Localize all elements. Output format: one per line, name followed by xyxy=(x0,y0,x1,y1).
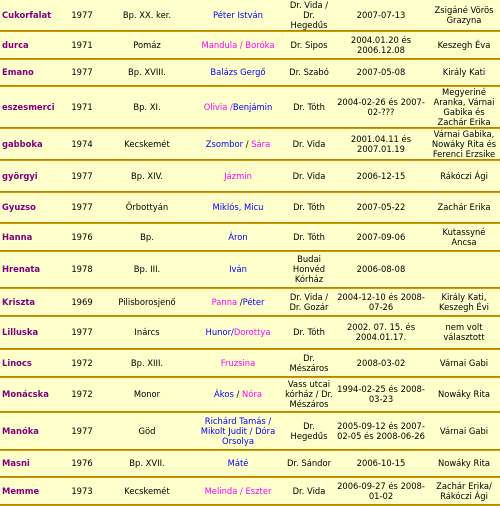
table-row xyxy=(0,193,500,223)
midwife-cell: Várnai Gabi xyxy=(439,357,489,368)
nick-cell: Memme xyxy=(2,485,40,496)
nick-cell: Emano xyxy=(2,67,34,78)
date-cell: 2006-12-15 xyxy=(356,170,406,181)
place-cell: Kecskemét xyxy=(124,139,170,149)
doctor-cell: Dr. Sándor xyxy=(286,458,332,469)
midwife-cell: Rákóczi Ági xyxy=(440,170,488,181)
year-cell: 1972 xyxy=(71,389,93,400)
year-cell: 1977 xyxy=(71,10,93,20)
child-name: Iván xyxy=(229,264,247,275)
nick-cell: györgyi xyxy=(2,170,38,181)
doctor-cell: Dr. Vida xyxy=(292,170,326,181)
place-cell: Pilisborosjenő xyxy=(118,296,176,307)
place-cell: Göd xyxy=(138,425,156,436)
doctor-cell: Dr. Vida / Dr. Hegedűs xyxy=(289,0,329,30)
parents-cell xyxy=(192,378,284,412)
parents-cell xyxy=(192,478,284,504)
nick-cell: Gyuzso xyxy=(2,202,36,213)
year-cell: 1977 xyxy=(71,170,93,181)
place-cell: Bp. XVII. xyxy=(129,458,165,469)
parents-cell xyxy=(192,193,284,223)
date-cell: 2006-10-15 xyxy=(356,458,406,469)
date-cell: 2006-09-27 és 2008-01-02 xyxy=(337,480,425,501)
nick-cell: Manóka xyxy=(2,425,39,436)
table-row xyxy=(0,451,500,477)
table-row xyxy=(0,317,500,349)
year-cell: 1973 xyxy=(71,485,93,496)
nick-cell: Masni xyxy=(2,458,30,469)
place-cell: Bp. XIII. xyxy=(130,357,164,368)
parents-cell xyxy=(192,129,284,160)
child-name: Áron xyxy=(228,231,248,242)
table-row xyxy=(0,289,500,315)
table-row xyxy=(0,60,500,86)
parents-cell xyxy=(192,224,284,250)
midwife-cell: Zsigáné Vörös Grazyna xyxy=(434,5,494,25)
midwife-cell: Keszegh Éva xyxy=(437,39,491,50)
year-cell: 1972 xyxy=(71,357,93,368)
table-row xyxy=(0,224,500,250)
child-name: Ákos xyxy=(214,389,234,400)
table-row xyxy=(0,413,500,449)
doctor-cell: Dr. Szabó xyxy=(289,67,329,78)
doctor-cell: Dr. Hegedűs xyxy=(290,420,328,441)
child-name: Mandula / Boróka xyxy=(201,39,275,50)
midwife-cell: Zachár Erika/ Rákóczi Ági xyxy=(436,480,492,501)
date-cell: 2007-07-13 xyxy=(356,10,406,20)
doctor-cell: Dr. Tóth xyxy=(293,327,325,338)
parents-cell xyxy=(192,317,284,349)
table-row xyxy=(0,129,500,160)
date-cell: 2008-03-02 xyxy=(356,357,406,368)
child-name: Nóra xyxy=(241,389,262,400)
table-row xyxy=(0,478,500,504)
nick-cell: Hrenata xyxy=(2,264,41,275)
year-cell: 1977 xyxy=(71,202,93,213)
date-cell: 2002. 07. 15. és 2004.01.17. xyxy=(346,322,416,343)
date-cell: 2004-02-26 és 2007-02-??? xyxy=(337,97,425,117)
child-name: Miklós, Micu xyxy=(212,202,264,213)
date-cell: 2005-09-12 és 2007-02-05 és 2008-06-26 xyxy=(337,420,425,441)
year-cell: 1977 xyxy=(71,327,93,338)
child-name: / xyxy=(233,389,242,400)
date-cell: 2004-12-10 és 2008-07-26 xyxy=(337,291,425,312)
year-cell: 1977 xyxy=(71,425,93,436)
year-cell: 1977 xyxy=(71,67,93,78)
parents-cell xyxy=(192,161,284,191)
parents-cell xyxy=(192,0,284,31)
child-name: Péter István xyxy=(213,10,263,20)
doctor-cell: Dr. Vida xyxy=(292,485,326,496)
nick-cell: Hanna xyxy=(2,231,33,242)
date-cell: 2004.01.20 és 2006.12.08 xyxy=(350,34,412,55)
midwife-cell: Kutassyné Ancsa xyxy=(442,226,486,247)
date-cell: 2006-08-08 xyxy=(356,264,406,275)
year-cell: 1978 xyxy=(71,264,93,275)
place-cell: Bp. III. xyxy=(133,264,161,275)
doctor-cell: Dr. Sipos xyxy=(290,39,328,50)
child-name: Fruzsina xyxy=(220,357,256,368)
midwife-cell xyxy=(428,252,500,288)
nick-cell: Linocs xyxy=(2,357,32,368)
table-row xyxy=(0,378,500,412)
midwife-cell: Nowáky Rita xyxy=(437,458,491,469)
table-row xyxy=(0,87,500,128)
year-cell: 1976 xyxy=(71,458,93,469)
midwife-cell: Király Kati xyxy=(442,67,486,78)
date-cell: 2007-05-22 xyxy=(356,202,406,213)
place-cell: Bp. XX. ker. xyxy=(122,10,172,20)
table-row xyxy=(0,32,500,58)
child-name: Sára xyxy=(251,139,271,149)
midwife-cell: Zachár Erika xyxy=(437,202,491,213)
midwife-cell: Király Kati, Keszegh Évi xyxy=(439,291,489,312)
place-cell: Pomáz xyxy=(133,39,161,50)
date-cell: 2001.04.11 és 2007.01.19 xyxy=(350,134,412,154)
doctor-cell: Dr. Mészáros xyxy=(289,352,329,373)
nick-cell: Kriszta xyxy=(2,296,36,307)
place-cell: Őrbottyán xyxy=(125,202,169,213)
year-cell: 1969 xyxy=(71,296,93,307)
table-row xyxy=(0,161,500,191)
place-cell: Kecskemét xyxy=(124,485,170,496)
place-cell: Bp. xyxy=(140,231,154,242)
table-row xyxy=(0,350,500,376)
year-cell: 1971 xyxy=(71,102,93,112)
parents-cell xyxy=(192,413,284,449)
table-row xyxy=(0,0,500,31)
child-name: Máté xyxy=(227,458,249,469)
doctor-cell: Dr. Tóth xyxy=(293,202,325,213)
midwife-cell: Várnai Gabika, Nowáky Rita és Ferenci Erzsike xyxy=(431,129,497,159)
child-name: Benjámin xyxy=(232,102,273,112)
table-row xyxy=(0,252,500,288)
date-cell: 2007-09-06 xyxy=(356,231,406,242)
place-cell: Monor xyxy=(133,389,161,400)
child-name: Hunor/ xyxy=(205,327,234,338)
row-divider xyxy=(0,504,500,506)
nick-cell: Lilluska xyxy=(2,327,39,338)
parents-cell xyxy=(192,350,284,376)
midwife-cell: Várnai Gabi xyxy=(439,425,489,436)
parents-cell xyxy=(192,451,284,477)
child-name: Jázmin xyxy=(224,170,252,181)
child-name: Dorottya xyxy=(233,327,271,338)
midwife-cell: Megyeriné Aranka, Várnai Gabika és Zachár Erika xyxy=(433,87,495,127)
nick-cell: Monácska xyxy=(2,389,49,400)
doctor-cell: Dr. Tóth xyxy=(293,102,325,112)
parents-cell xyxy=(192,289,284,315)
date-cell: 1994-02-25 és 2008-03-23 xyxy=(337,384,425,405)
parents-cell xyxy=(192,252,284,288)
year-cell: 1974 xyxy=(71,139,93,149)
year-cell: 1976 xyxy=(71,231,93,242)
child-name: Melinda / Eszter xyxy=(204,485,272,496)
child-name: Balázs Gergő xyxy=(210,67,266,78)
parents-cell xyxy=(192,87,284,128)
place-cell: Bp. XI. xyxy=(133,102,161,112)
doctor-cell: Dr. Vida / Dr. Gozár xyxy=(289,291,329,312)
place-cell: Bp. XIV. xyxy=(131,170,163,181)
year-cell: 1971 xyxy=(71,39,93,50)
child-name: Olivia / xyxy=(203,102,233,112)
doctor-cell: Budai Honvéd Kórház xyxy=(292,254,326,285)
child-name: / xyxy=(237,296,243,307)
child-name: Zsombor xyxy=(205,139,244,149)
child-name: / xyxy=(243,139,252,149)
row-divider-line xyxy=(0,504,500,506)
child-name: Richárd Tamás / Mikolt Judit / Dóra Orsolya xyxy=(200,415,276,446)
child-name: Péter xyxy=(242,296,265,307)
nick-cell: eszesmerci xyxy=(2,102,55,112)
parents-cell xyxy=(192,60,284,86)
doctor-cell: Vass utcai kórház / Dr. Mészáros xyxy=(285,379,333,410)
midwife-cell: Nowáky Rita xyxy=(437,389,491,400)
date-cell: 2007-05-08 xyxy=(356,67,406,78)
child-name: Panna xyxy=(211,296,238,307)
place-cell: Inárcs xyxy=(134,327,160,338)
doctor-cell: Dr. Tóth xyxy=(293,231,325,242)
nick-cell: durca xyxy=(2,39,29,50)
parents-cell xyxy=(192,32,284,58)
place-cell: Bp. XVIII. xyxy=(128,67,166,78)
doctor-cell: Dr. Vida xyxy=(292,139,326,149)
nick-cell: Cukorfalat xyxy=(2,10,52,20)
nick-cell: gabboka xyxy=(2,139,43,149)
midwife-cell: nem volt választott xyxy=(443,322,485,343)
